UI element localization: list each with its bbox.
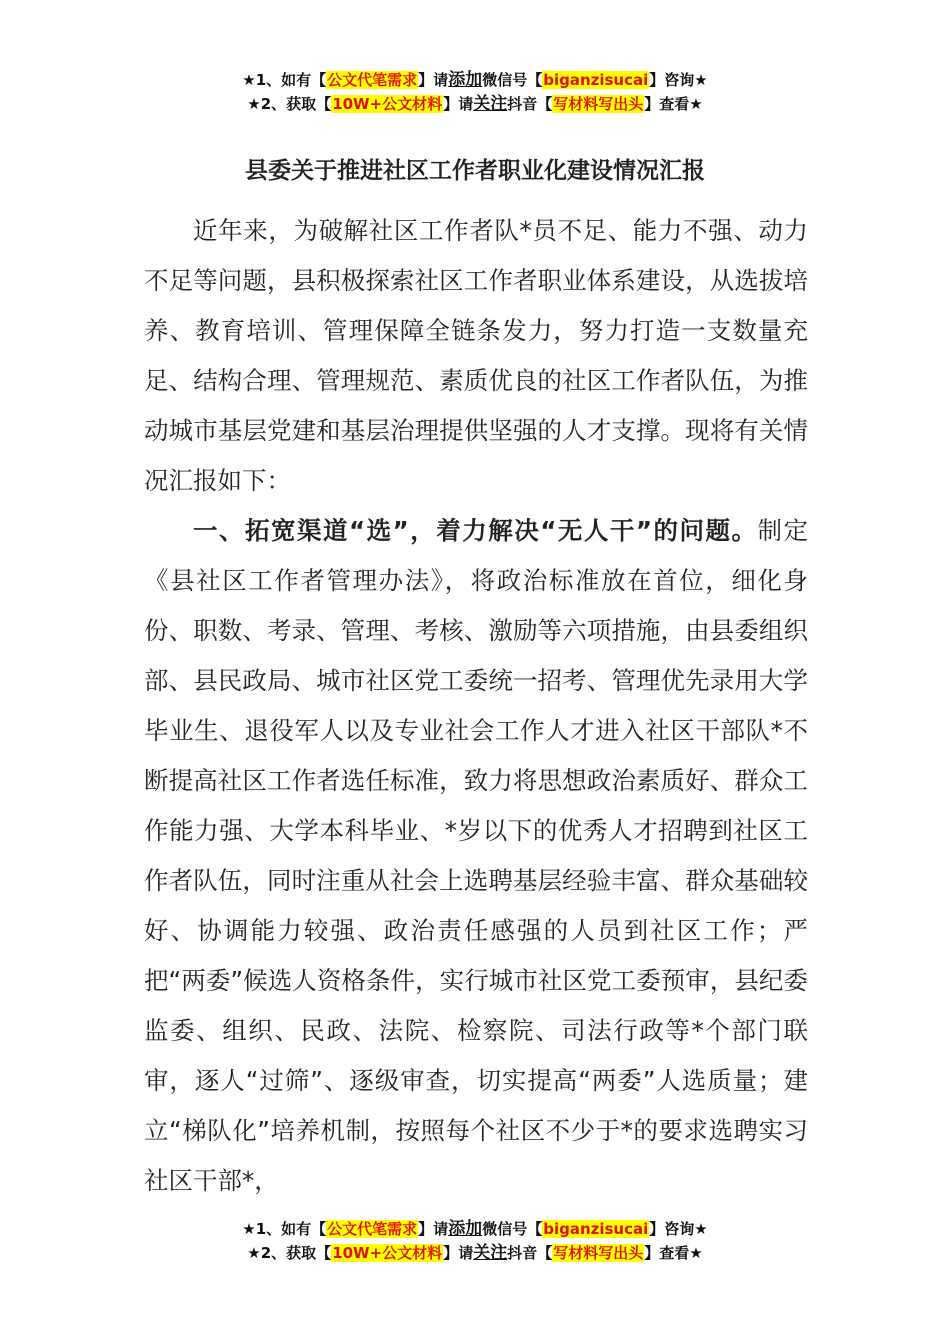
banner-text: 】查看★ (644, 1244, 703, 1262)
banner-text: 微信号【 (482, 1220, 543, 1238)
banner-text: ★2、获取【 (247, 95, 332, 113)
banner-emphasis: 关注 (473, 1243, 508, 1263)
highlight-service: 公文代笔需求 (327, 71, 418, 89)
banner-text: 】查看★ (644, 95, 703, 113)
document-title: 县委关于推进社区工作者职业化建设情况汇报 (245, 158, 705, 184)
banner-text: 】咨询★ (649, 1220, 708, 1238)
section-1-paragraph (144, 506, 808, 1206)
banner-emphasis: 添加 (448, 1219, 483, 1239)
banner-text: 抖音【 (507, 1244, 553, 1262)
banner-line-2 (0, 92, 950, 116)
banner-text: 】请 (418, 71, 449, 89)
banner-text: ★1、如有【 (242, 1220, 327, 1238)
banner-text: ★2、获取【 (247, 1244, 332, 1262)
banner-emphasis: 关注 (473, 94, 508, 114)
highlight-douyin: 写材料写出头 (553, 1244, 644, 1262)
bottom-banner (0, 1217, 950, 1265)
banner-text: 抖音【 (507, 95, 553, 113)
banner-text: ★1、如有【 (242, 71, 327, 89)
banner-text: 】请 (443, 95, 474, 113)
banner-text: 微信号【 (482, 71, 543, 89)
highlight-douyin: 写材料写出头 (553, 95, 644, 113)
banner-line-1 (0, 1217, 950, 1241)
document-body (144, 206, 808, 1206)
highlight-wechat-id: biganzisucai (543, 1220, 649, 1238)
banner-text: 】咨询★ (649, 71, 708, 89)
banner-line-2 (0, 1241, 950, 1265)
banner-emphasis: 添加 (448, 70, 483, 90)
banner-text: 】请 (418, 1220, 449, 1238)
top-banner (0, 68, 950, 116)
highlight-materials: 10W+公文材料 (332, 95, 443, 113)
section-1-body: 制定《县社区工作者管理办法》，将政治标准放在首位，细化身份、职数、考录、管理、考核、激励等六项措施，由县委组织部、县民政局、城市社区党工委统一招考、管理优先录用大学毕业生、退役军人以及专业社会工作人才进入社区干部队*不断提高社区工作者选任标准，致力将思想政治素质好、群众工作能力强、大学本科毕业、*岁以下的优秀人才招聘到社区工作者队伍，同时注重从社会上选聘基层经验丰富、群众基础较好、协调能力较强、政治责任感强的人员到社区工作；严把“两委”候选人资格条件，实行城市社区党工委预审，县纪委监委、组织、民政、法院、检察院、司法行政等*个部门联审，逐人“过筛”、逐级审查，切实提高“两委”人选质量；建立“梯队化”培养机制，按照每个社区不少于*的要求选聘实习社区干部*， (144, 516, 809, 1195)
banner-text: 】请 (443, 1244, 474, 1262)
banner-line-1 (0, 68, 950, 92)
highlight-service: 公文代笔需求 (327, 1220, 418, 1238)
section-1-heading: 一、拓宽渠道“选”，着力解决“无人干”的问题。 (193, 516, 758, 545)
highlight-wechat-id: biganzisucai (543, 71, 649, 89)
highlight-materials: 10W+公文材料 (332, 1244, 443, 1262)
intro-paragraph: 近年来，为破解社区工作者队*员不足、能力不强、动力不足等问题，县积极探索社区工作者职业体系建设，从选拔培养、教育培训、管理保障全链条发力，努力打造一支数量充足、结构合理、管理规范、素质优良的社区工作者队伍，为推动城市基层党建和基层治理提供坚强的人才支撑。现将有关情况汇报如下： (144, 216, 808, 495)
